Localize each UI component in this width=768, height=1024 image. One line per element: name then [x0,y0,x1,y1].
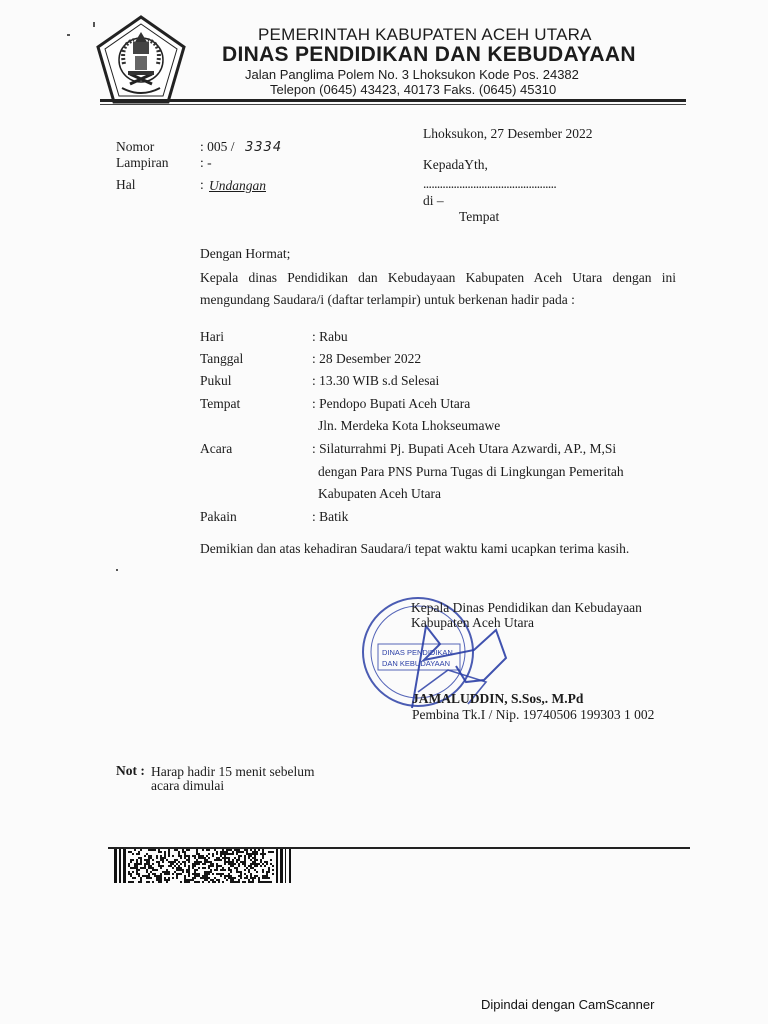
body-paragraph-line2: mengundang Saudara/i (daftar terlampir) untuk berkenan hadir pada : [200,292,575,307]
pakain-value: : Batik [312,509,349,524]
recipient-to: KepadaYth, [423,157,488,172]
acara-label: Acara [200,441,233,456]
tanggal-value: : 28 Desember 2022 [312,351,422,366]
recipient-dots: ................................................ [423,176,557,191]
signatory-title-line1: Kepala Dinas Pendidikan dan Kebudayaan [411,600,642,615]
scan-speck [116,569,118,571]
acara-value-line2: dengan Para PNS Purna Tugas di Lingkungan Pemeritah [318,464,624,479]
hal-label: Hal [116,177,136,192]
tempat-value-line1: : Pendopo Bupati Aceh Utara [312,396,471,411]
stamp-inner-line1: DINAS PENDIDIKAN [382,648,453,657]
note-line1: Harap hadir 15 menit sebelum [151,764,315,779]
camscanner-watermark: Dipindai dengan CamScanner [481,997,655,1012]
pukul-label: Pukul [200,373,232,388]
hari-label: Hari [200,329,224,344]
hal-colon: : [200,177,204,192]
acara-value-line3: Kabupaten Aceh Utara [318,486,441,501]
note-line2: acara dimulai [151,778,225,793]
scan-speck [67,34,70,36]
tanggal-label: Tanggal [200,351,244,366]
lampiran-value: : - [200,155,212,170]
pakain-label: Pakain [200,509,237,524]
tempat-value-line2: Jln. Merdeka Kota Lhokseumawe [318,418,501,433]
letter-date: Lhoksukon, 27 Desember 2022 [423,126,593,141]
kabupaten-emblem-logo [94,14,188,106]
tempat-label: Tempat [200,396,241,411]
acara-value-line1: : Silaturrahmi Pj. Bupati Aceh Utara Azwardi, AP., M,Si [312,441,617,456]
nomor-handwritten: 3334 [245,140,283,155]
closing-sentence: Demikian dan atas kehadiran Saudara/i tepat waktu kami ucapkan terima kasih. [200,541,630,556]
hal-value: Undangan [209,178,266,193]
lampiran-label: Lampiran [116,155,169,170]
hari-value: : Rabu [312,329,348,344]
nomor-label: Nomor [116,139,155,154]
letterhead-address: Jalan Panglima Polem No. 3 Lhoksukon Kode Pos. 24382 [245,67,579,82]
letterhead-divider-thin [100,104,686,105]
letterhead-government: PEMERINTAH KABUPATEN ACEH UTARA [258,25,592,44]
stamp-inner-line2: DAN KEBUDAYAAN [382,659,451,668]
signatory-name: JAMALUDDIN, S.Sos,. M.Pd [412,691,584,706]
signatory-title-line2: Kabupaten Aceh Utara [411,615,534,630]
recipient-tempat: Tempat [459,209,500,224]
letterhead-divider-thick [100,99,686,102]
scan-speck [93,22,95,27]
body-paragraph-line1: Kepala dinas Pendidikan dan Kebudayaan Kabupaten Aceh Utara dengan ini [200,270,676,285]
letterhead-agency: DINAS PENDIDIKAN DAN KEBUDAYAAN [222,43,636,66]
letterhead-phone: Telepon (0645) 43423, 40173 Faks. (0645) 45310 [270,82,557,97]
document-barcode [114,849,292,883]
signatory-rank-nip: Pembina Tk.I / Nip. 19740506 199303 1 002 [412,707,655,722]
note-label: Not : [116,763,145,778]
greeting: Dengan Hormat; [200,246,291,261]
recipient-di: di – [423,193,444,208]
pukul-value: : 13.30 WIB s.d Selesai [312,373,440,388]
nomor-value: : 005 / [200,139,235,154]
